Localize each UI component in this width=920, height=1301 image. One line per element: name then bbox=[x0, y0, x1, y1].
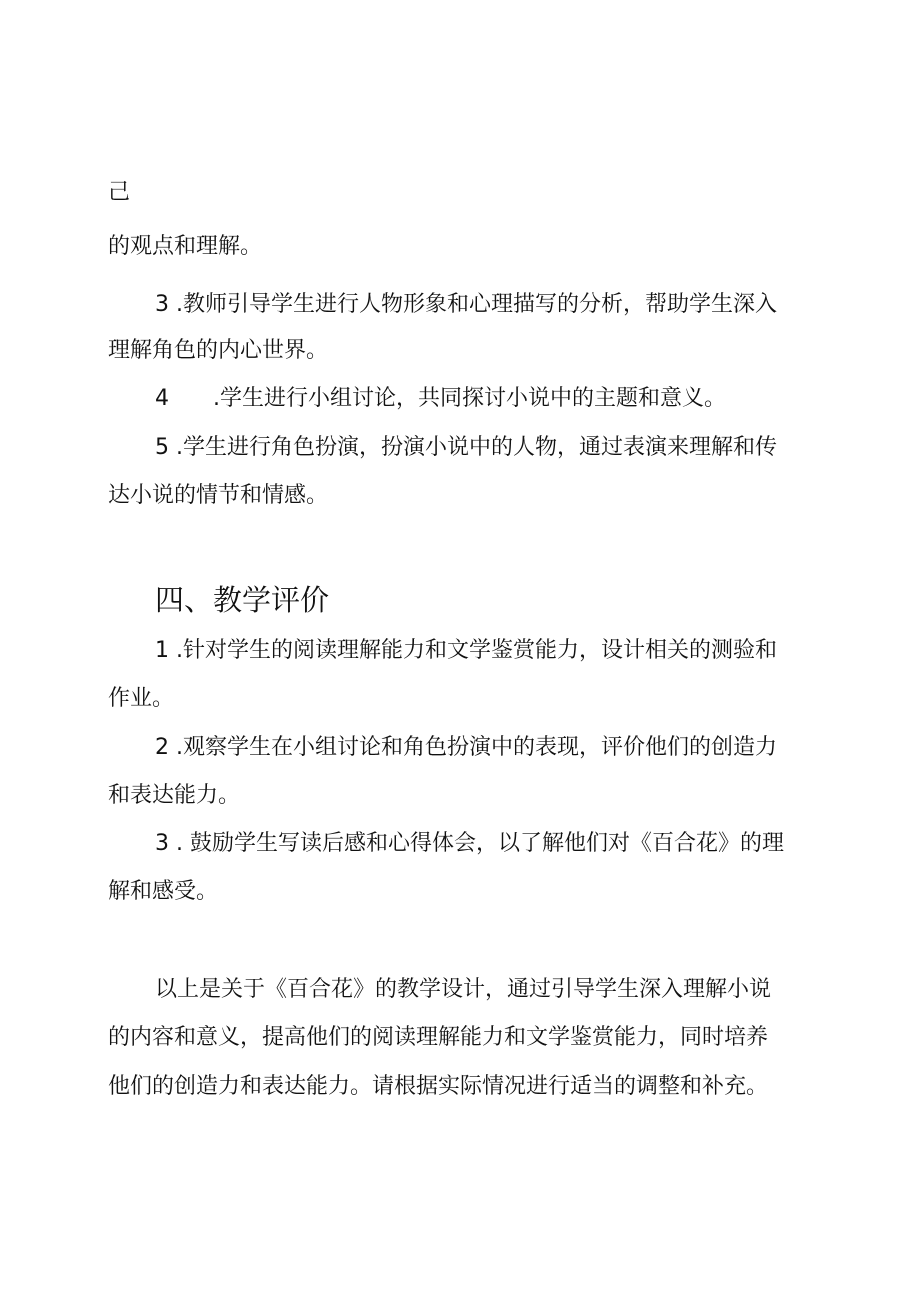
evaluation-item-1-line-2: 作业。 bbox=[108, 686, 175, 711]
conclusion-line-2: 的内容和意义，提高他们的阅读理解能力和文学鉴赏能力，同时培养 bbox=[108, 1025, 769, 1050]
step-4-line-1: 4 .学生进行小组讨论，共同探讨小说中的主题和意义。 bbox=[155, 386, 726, 411]
evaluation-item-2-line-1: 2 .观察学生在小组讨论和角色扮演中的表现，评价他们的创造力 bbox=[155, 735, 777, 760]
step-5-line-2: 达小说的情节和情感。 bbox=[108, 483, 329, 508]
evaluation-item-2-line-2: 和表达能力。 bbox=[108, 783, 241, 808]
conclusion-line-3: 他们的创造力和表达能力。请根据实际情况进行适当的调整和补充。 bbox=[108, 1074, 769, 1099]
step-5-line-1: 5 .学生进行角色扮演，扮演小说中的人物，通过表演来理解和传 bbox=[155, 435, 777, 460]
step-3-line-1: 3 .教师引导学生进行人物形象和心理描写的分析，帮助学生深入 bbox=[155, 292, 777, 317]
evaluation-item-3-line-1: 3 . 鼓励学生写读后感和心得体会，以了解他们对《百合花》的理 bbox=[155, 831, 784, 856]
continuation-line-1: 己 bbox=[108, 180, 131, 205]
evaluation-item-1-line-1: 1 .针对学生的阅读理解能力和文学鉴赏能力，设计相关的测验和 bbox=[155, 638, 777, 663]
section-heading: 四、教学评价 bbox=[155, 583, 330, 617]
evaluation-item-3-line-2: 解和感受。 bbox=[108, 879, 219, 904]
continuation-line-2: 的观点和理解。 bbox=[108, 234, 263, 259]
conclusion-line-1: 以上是关于《百合花》的教学设计，通过引导学生深入理解小说 bbox=[155, 977, 772, 1002]
step-3-line-2: 理解角色的内心世界。 bbox=[108, 338, 329, 363]
